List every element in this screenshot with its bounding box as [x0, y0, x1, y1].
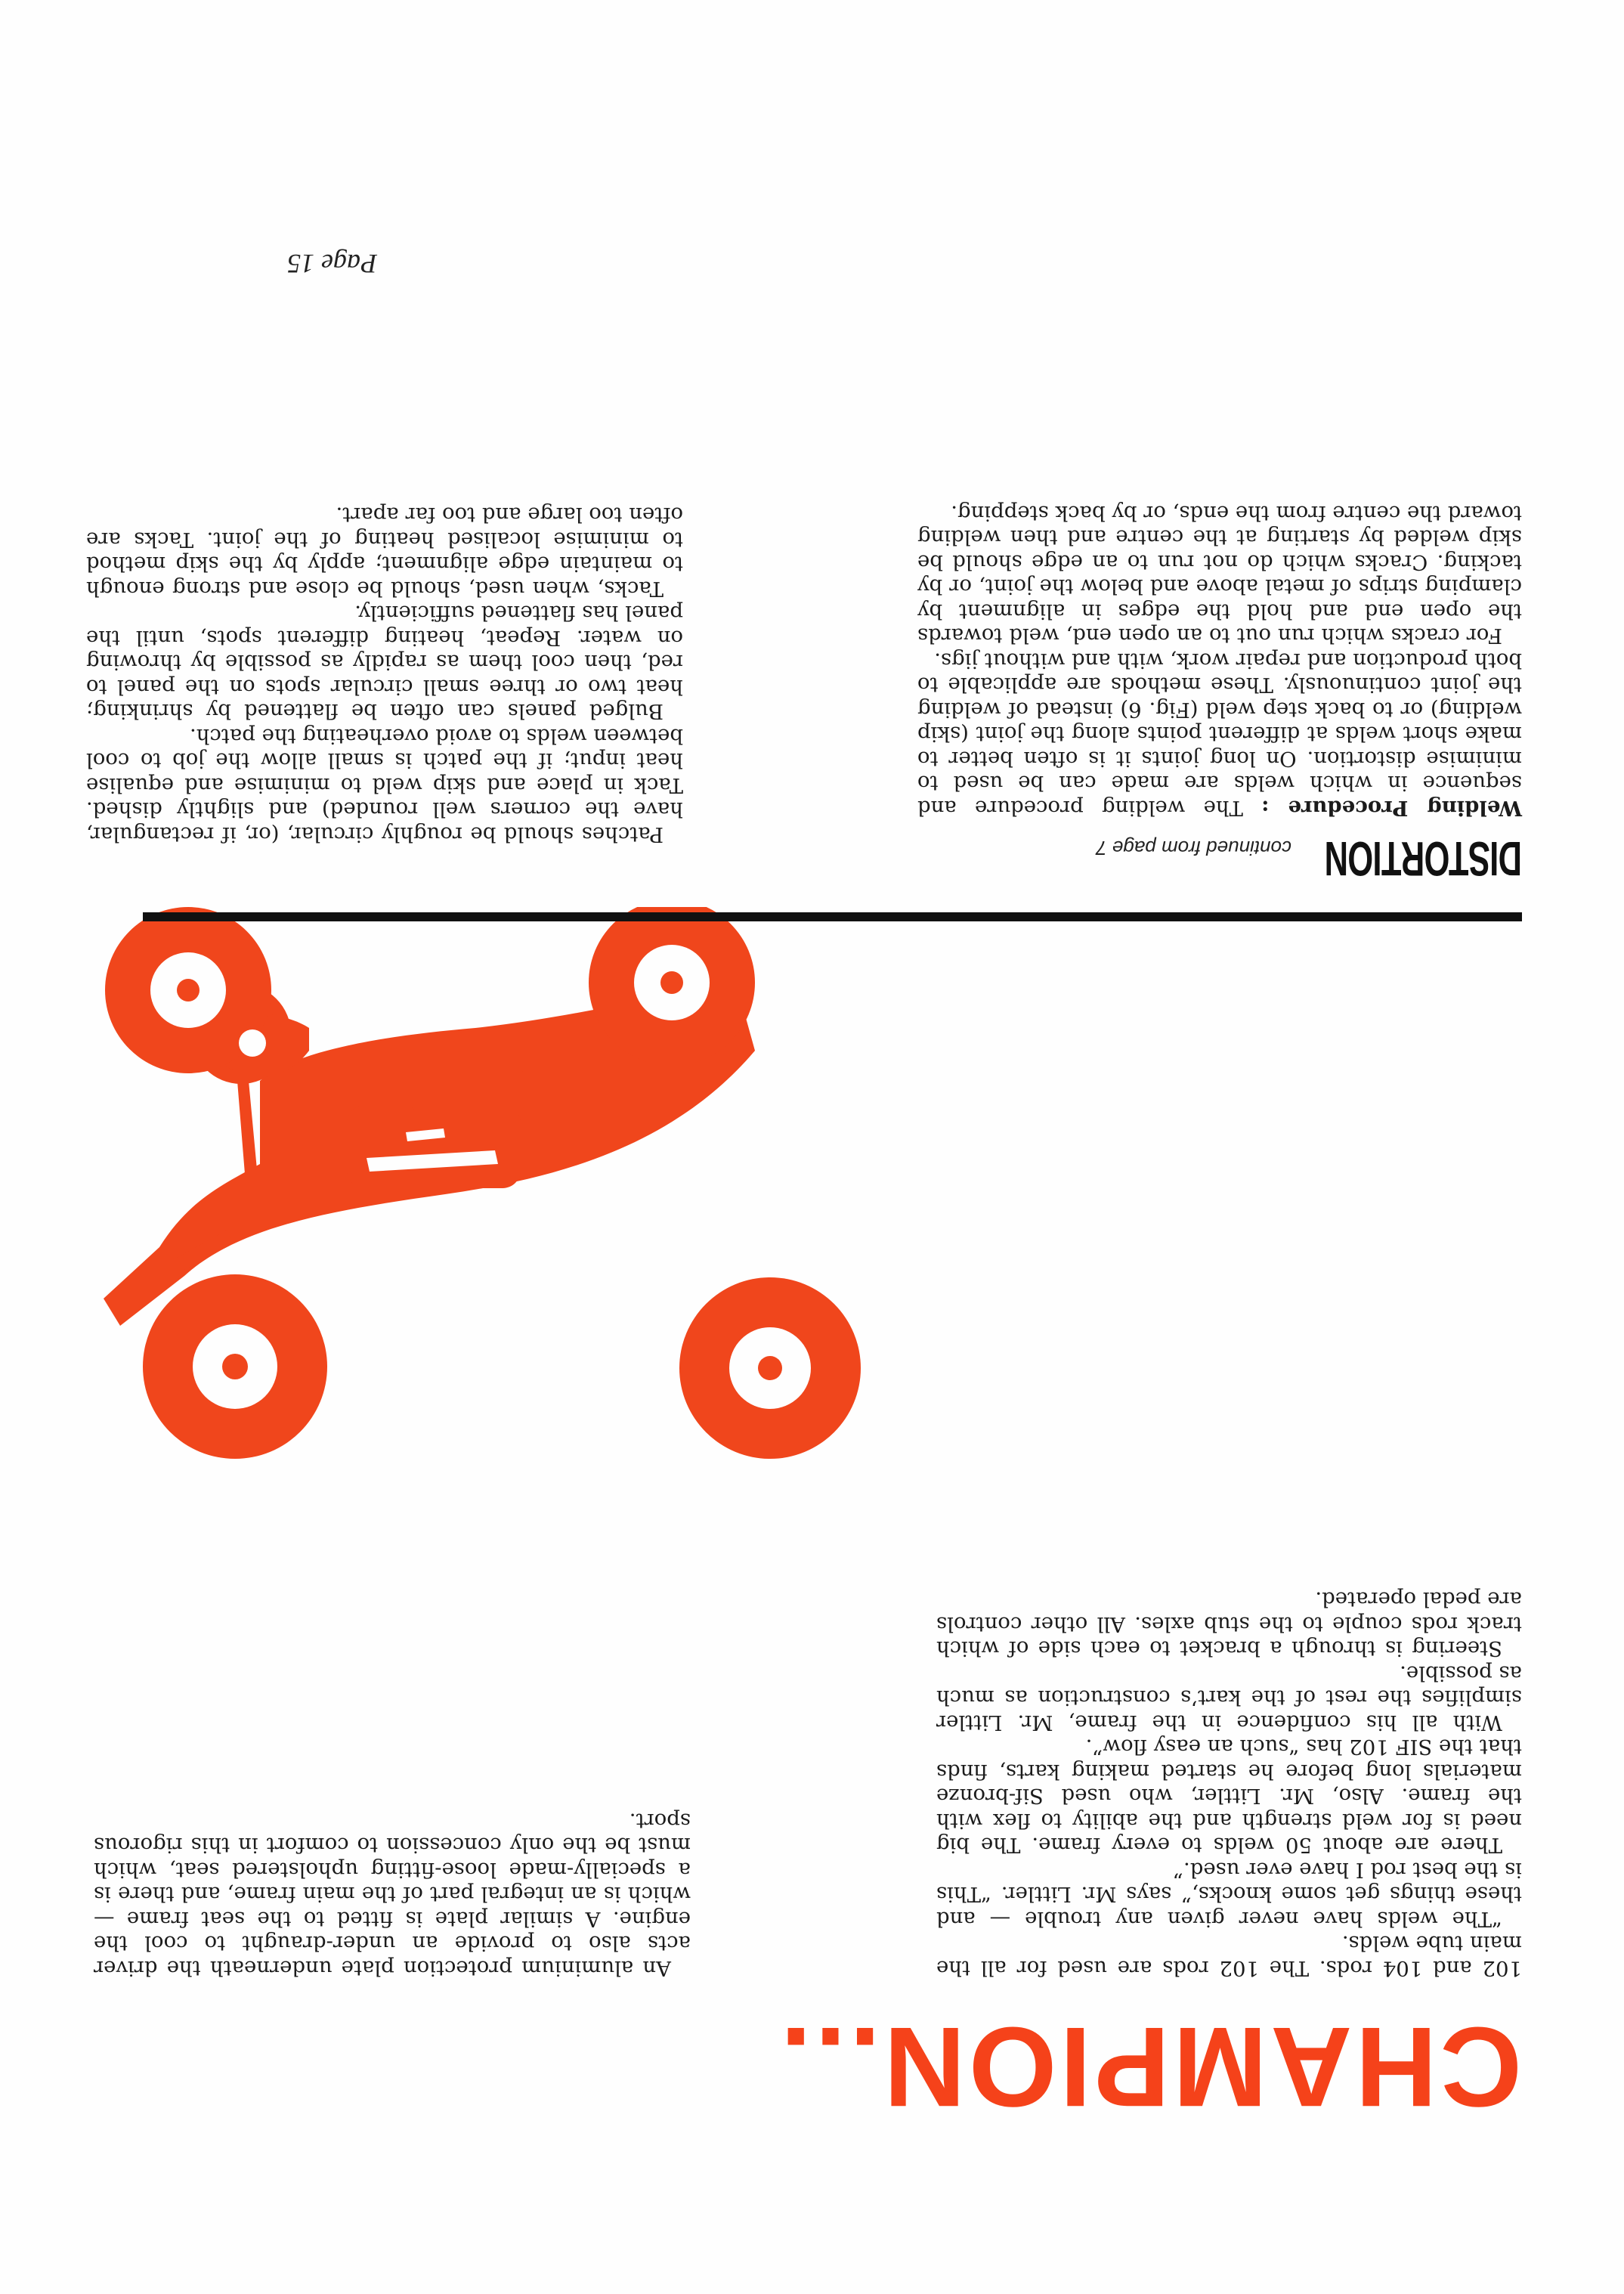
paragraph: Steering is through a bracket to each side of which track rods couple to the stub axles. All other controls are pedal operated.	[936, 1587, 1522, 1661]
paragraph: Patches should be roughly circular, (or, if rectangular, have the corners well rounded) and slightly dished. Tack in place and skip weld to minimise and equalise heat input; if the patch is small allow the job to cool between welds to avoid overheating the patch.	[86, 724, 683, 847]
paragraph: Bulged panels can often be flattened by shrinking; heat two or three small circular spots on the panel to red, then cool them as rapidly as possible by throwing on water. Repeat, heating different spots, until the panel has flattened sufficiently.	[86, 601, 683, 724]
continued-note: continued from page 7	[1096, 837, 1291, 859]
paragraph: 102 and 104 rods. The 102 rods are used for all the main tube welds.	[936, 1931, 1522, 1980]
paragraph-text: The welding procedure and sequence in which welds are made can be used to minimise distortion. On long joints it is often better to make short welds at different points along the joint (skip welding) or to back step weld (Fig. 6) instead of welding the joint continuously. These methods are applicable to both production and repair work, with and without jigs.	[917, 649, 1522, 820]
distortion-column-left	[917, 501, 1522, 821]
distortion-column-right	[86, 503, 683, 847]
article-column-left	[936, 1587, 1522, 1980]
paragraph: Tacks, when used, should be close and strong enough to maintain edge alignment; apply by the skip method to minimise localised heating of the joint. Tacks are often too large and too far apart.	[86, 503, 683, 601]
article-column-right	[94, 1809, 691, 1981]
section-divider	[143, 912, 1522, 921]
paragraph: With all his confidence in the frame, Mr. Littler simplifies the rest of the kart’s construction as much as possible.	[936, 1661, 1522, 1735]
paragraph: An aluminium protection plate underneath the driver acts also to provide an under-draught to cool the engine. A similar plate is fitted to the seat frame — which is an integral part of the main frame, and there is a specially-made loose-fitting upholstered seat, which must be the only concession to comfort in this rigorous sport.	[94, 1809, 691, 1980]
page-number: Page 15	[287, 249, 377, 279]
kart-photo	[90, 907, 868, 1474]
paragraph: “The welds have never given any trouble — and these things get some knocks,” says Mr. Littler. “This is the best rod I have ever used.”	[936, 1858, 1522, 1931]
section-title: DISTORTION	[1325, 831, 1522, 886]
paragraph: There are about 50 welds to every frame. The big need is for weld strength and the ability to flex with the frame. Also, Mr. Littler, who used Sif-bronze materials long before he started making karts, finds that the SIF 102 has “such an easy flow”.	[936, 1735, 1522, 1858]
headline: CHAMPION...	[777, 2004, 1522, 2131]
paragraph	[917, 649, 1522, 821]
run-in-heading: Welding Procedure :	[1261, 796, 1522, 820]
paragraph: For cracks which run out to an open end, weld towards the open end and hold the edges in alignment by clamping strips of metal above and below the joint, or by tacking. Cracks which do not run to an edge should be skip welded by starting at the centre and then welding toward the centre from the ends, or by back stepping.	[917, 501, 1522, 649]
